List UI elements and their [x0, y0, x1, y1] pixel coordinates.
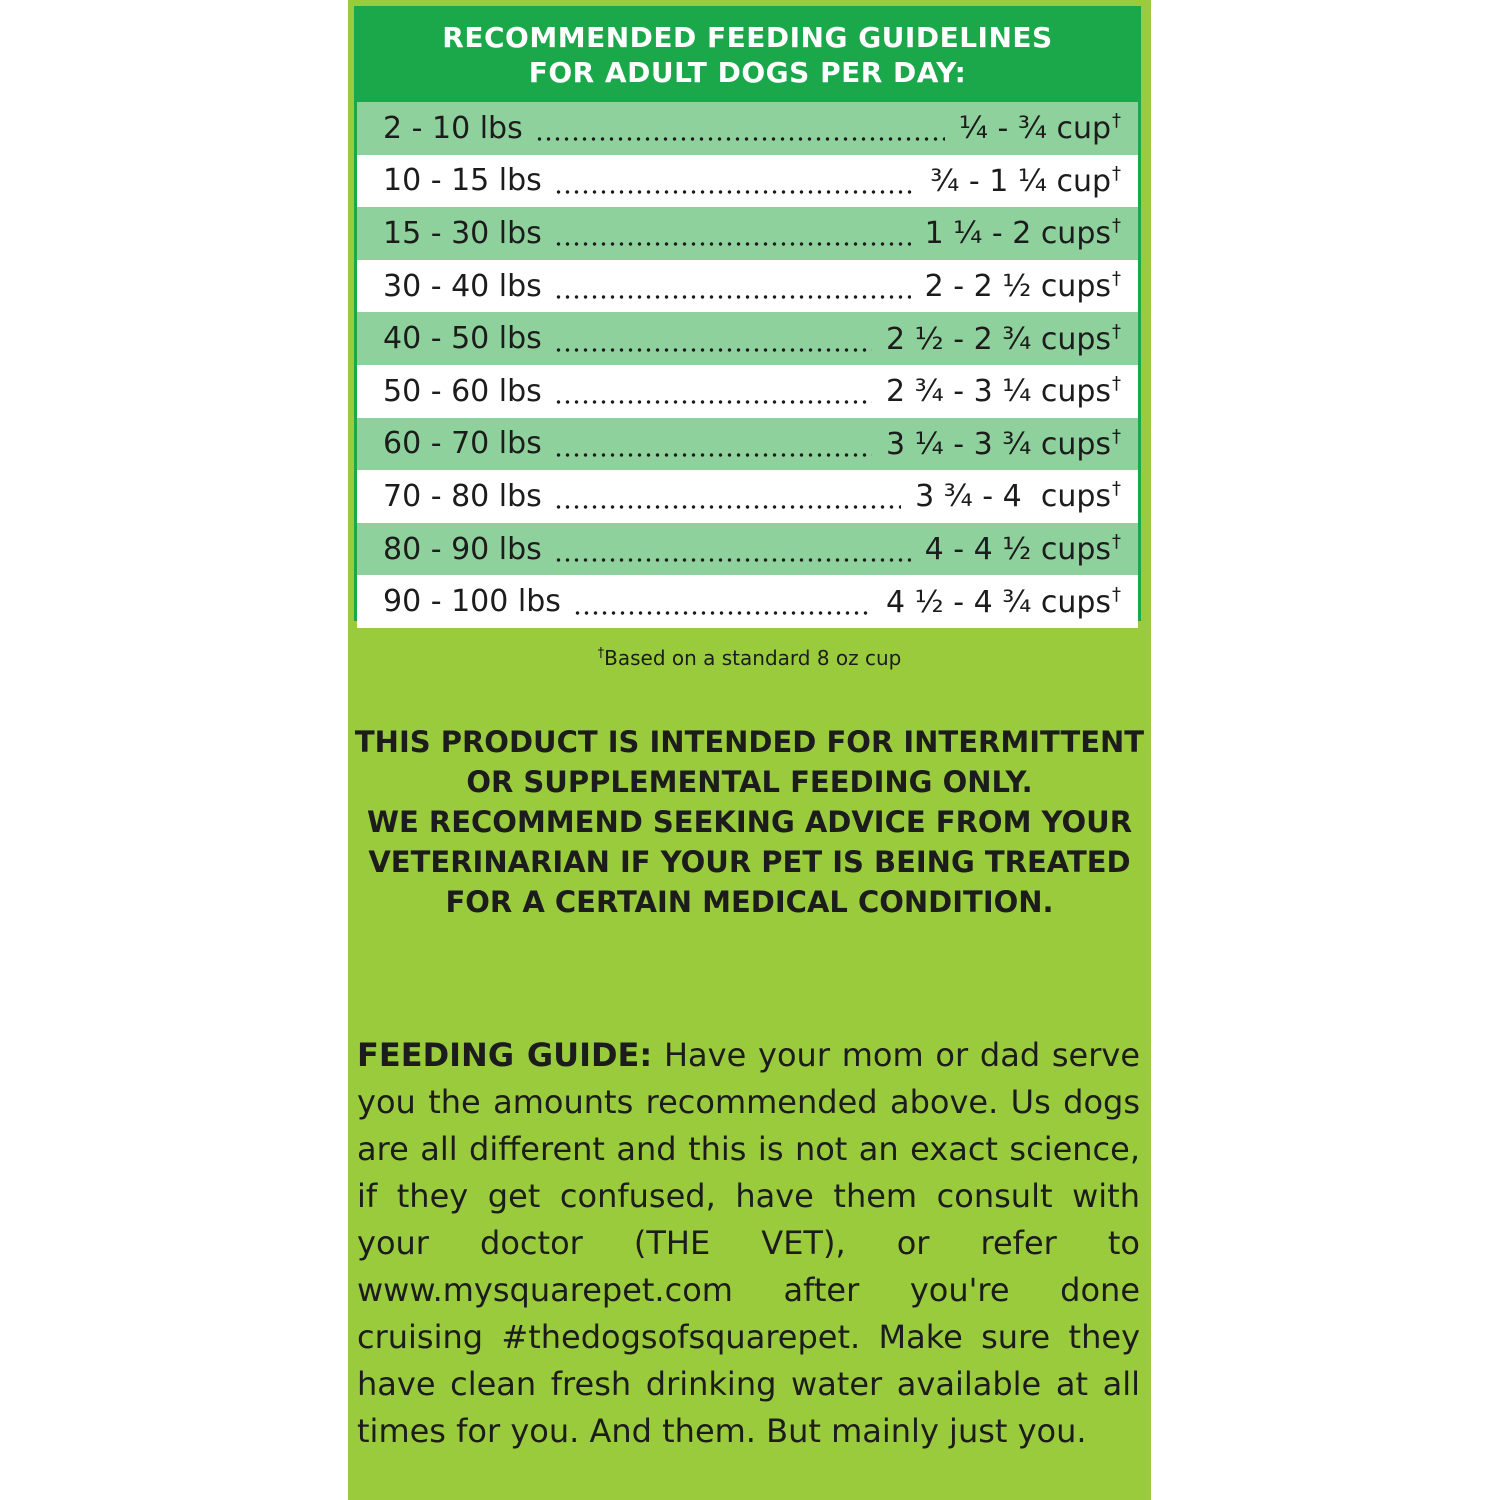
dagger-mark: †	[1112, 215, 1121, 237]
amount-cell	[925, 268, 1121, 304]
amount-value: 4 - 4 ½ cups	[924, 532, 1111, 568]
weight-range: 70 - 80 lbs	[383, 478, 542, 514]
dagger-mark: †	[1112, 110, 1121, 132]
amount-value: 2 ½ - 2 ¾ cups	[885, 321, 1111, 357]
amount-cell	[925, 215, 1121, 251]
amount-cell	[930, 163, 1121, 199]
feeding-label-panel	[348, 0, 1151, 1500]
table-row	[357, 260, 1138, 313]
table-header-line-2: FOR ADULT DOGS PER DAY:	[528, 56, 967, 89]
dot-leader	[554, 452, 872, 458]
dagger-mark: †	[1112, 320, 1121, 342]
dot-leader	[573, 610, 872, 616]
weight-range: 90 - 100 lbs	[383, 584, 561, 620]
feeding-rows	[357, 102, 1138, 628]
dot-leader	[554, 189, 916, 195]
footnote-dagger: †	[597, 646, 605, 661]
feeding-guidelines-table	[354, 6, 1141, 621]
table-header-line-1: RECOMMENDED FEEDING GUIDELINES	[442, 21, 1053, 54]
dagger-mark: †	[1112, 425, 1121, 447]
dagger-mark: †	[1112, 373, 1121, 395]
dot-leader	[535, 136, 945, 142]
dagger-mark: †	[1112, 583, 1121, 605]
amount-value: 3 ¼ - 3 ¾ cups	[885, 426, 1111, 462]
feeding-guide-body: Have your mom or dad serve you the amounts recommended above. Us dogs are all different and this is not an exact science, if they get confused, have them consult with your doctor (THE VET), or refer to www.mysquarepet.com after you're done cruising #thedogsofsquarepet. Make sure they have clean fresh drinking water available at all times for you. And them. But mainly just you.	[357, 1036, 1141, 1450]
dagger-mark: †	[1112, 162, 1121, 184]
table-row	[357, 418, 1138, 471]
table-row	[357, 207, 1138, 260]
dot-leader	[554, 504, 901, 510]
weight-range: 2 - 10 lbs	[383, 110, 523, 146]
amount-value: ¾ - 1 ¼ cup	[930, 163, 1111, 199]
footnote-text: Based on a standard 8 oz cup	[604, 646, 902, 670]
weight-range: 80 - 90 lbs	[383, 531, 542, 567]
amount-cell	[925, 531, 1121, 567]
table-row	[357, 575, 1138, 628]
warning-line: FOR A CERTAIN MEDICAL CONDITION.	[445, 885, 1054, 919]
table-row	[357, 470, 1138, 523]
weight-range: 60 - 70 lbs	[383, 426, 542, 462]
weight-range: 10 - 15 lbs	[383, 163, 542, 199]
weight-range: 15 - 30 lbs	[383, 215, 542, 251]
cup-footnote	[348, 646, 1151, 670]
feeding-guide-paragraph	[357, 1032, 1140, 1455]
weight-range: 40 - 50 lbs	[383, 321, 542, 357]
amount-cell	[886, 584, 1121, 620]
weight-range: 30 - 40 lbs	[383, 268, 542, 304]
table-row	[357, 312, 1138, 365]
dagger-mark: †	[1112, 268, 1121, 290]
table-row	[357, 365, 1138, 418]
feeding-guide-heading: FEEDING GUIDE:	[357, 1036, 653, 1074]
table-row	[357, 523, 1138, 576]
amount-cell	[959, 110, 1121, 146]
dot-leader	[554, 294, 911, 300]
table-row	[357, 102, 1138, 155]
amount-cell	[886, 321, 1121, 357]
dot-leader	[554, 557, 911, 563]
table-header	[354, 20, 1141, 90]
amount-cell	[886, 426, 1121, 462]
amount-value: 3 ¾ - 4 cups	[915, 479, 1111, 515]
dot-leader	[554, 347, 872, 353]
amount-value: 1 ¼ - 2 cups	[924, 216, 1111, 252]
warning-line: VETERINARIAN IF YOUR PET IS BEING TREATED	[368, 845, 1131, 879]
dagger-mark: †	[1112, 478, 1121, 500]
dagger-mark: †	[1112, 531, 1121, 553]
intermittent-feeding-warning	[348, 722, 1151, 922]
amount-value: 4 ½ - 4 ¾ cups	[885, 584, 1111, 620]
table-row	[357, 155, 1138, 208]
amount-value: 2 ¾ - 3 ¼ cups	[885, 374, 1111, 410]
warning-line: WE RECOMMEND SEEKING ADVICE FROM YOUR	[366, 805, 1133, 839]
amount-cell	[915, 478, 1121, 514]
warning-line: THIS PRODUCT IS INTENDED FOR INTERMITTENT	[354, 725, 1145, 759]
amount-value: ¼ - ¾ cup	[958, 111, 1111, 147]
dot-leader	[554, 241, 911, 247]
weight-range: 50 - 60 lbs	[383, 373, 542, 409]
dot-leader	[554, 399, 872, 405]
warning-line: OR SUPPLEMENTAL FEEDING ONLY.	[466, 765, 1033, 799]
amount-value: 2 - 2 ½ cups	[924, 269, 1111, 305]
amount-cell	[886, 373, 1121, 409]
